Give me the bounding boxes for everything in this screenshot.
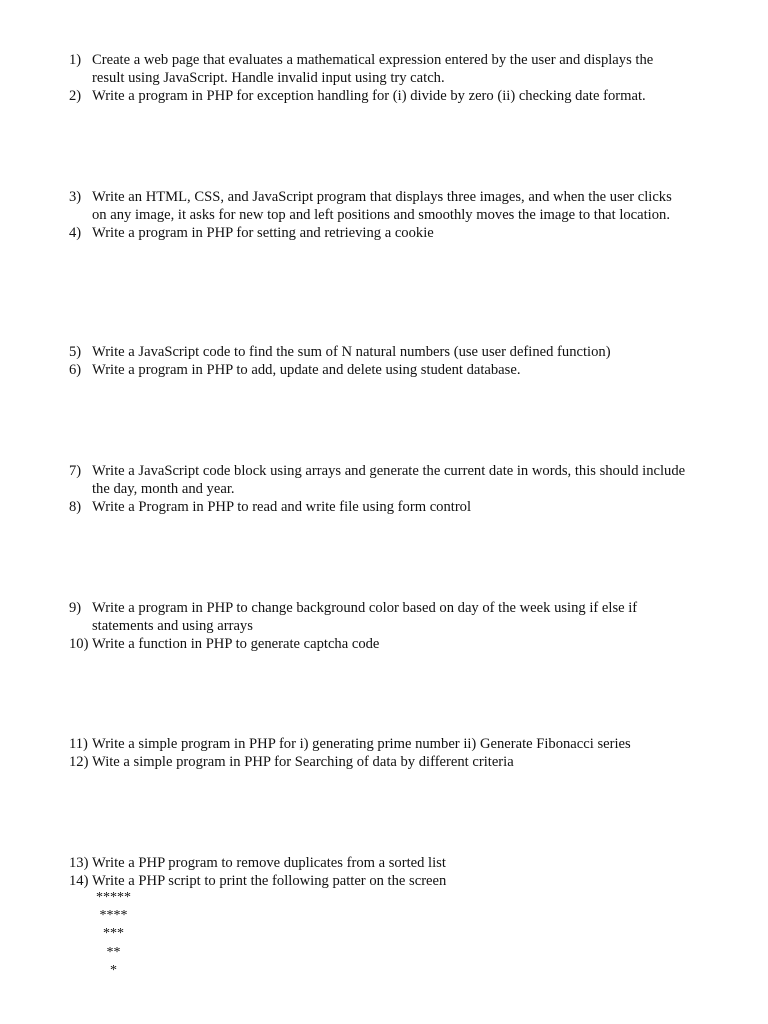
question-group-4 — [69, 462, 689, 517]
question-text: Write a simple program in PHP for i) generating prime number ii) Generate Fibonacci series — [92, 736, 631, 752]
question-number: 8) — [69, 499, 82, 516]
question-item — [69, 51, 689, 87]
question-number: 5) — [69, 344, 82, 360]
pattern-line: **** — [96, 908, 128, 924]
question-number: 4) — [69, 225, 82, 242]
question-item — [69, 224, 689, 242]
question-item — [69, 498, 689, 516]
question-text: Write a program in PHP for setting and retrieving a cookie — [92, 225, 434, 242]
question-group-7 — [69, 854, 689, 890]
question-number: 6) — [69, 362, 82, 379]
question-item — [69, 361, 689, 379]
question-number: 11) — [69, 736, 88, 752]
question-text: Write a PHP script to print the following patter on the screen — [92, 873, 447, 890]
question-text: Write a program in PHP to add, update and delete using student database. — [92, 362, 521, 379]
question-number: 1) — [69, 52, 82, 68]
question-item — [69, 735, 689, 753]
question-text: Write a JavaScript code to find the sum of N natural numbers (use user defined function) — [92, 344, 611, 360]
pattern-line: ** — [96, 944, 121, 960]
question-item — [69, 872, 689, 890]
question-text: Write a Program in PHP to read and write file using form control — [92, 499, 472, 516]
question-item — [69, 87, 689, 105]
question-item — [69, 188, 689, 224]
question-text: Wite a simple program in PHP for Searching of data by different criteria — [92, 754, 514, 771]
question-number: 12) — [69, 754, 89, 771]
question-number: 10) — [69, 636, 89, 653]
question-number: 2) — [69, 88, 82, 105]
question-group-6 — [69, 735, 689, 771]
question-text: Write an HTML, CSS, and JavaScript program that displays three images, and when the user clicks on any image, it asks for new top and left positions and smoothly moves the image to that location. — [92, 189, 672, 224]
question-item — [69, 635, 689, 653]
pattern-line: ***** — [96, 890, 131, 905]
star-pattern — [96, 889, 131, 980]
question-number: 9) — [69, 600, 82, 616]
question-text: Write a function in PHP to generate captcha code — [92, 636, 380, 653]
question-item — [69, 753, 689, 771]
question-text: Write a JavaScript code block using arrays and generate the current date in words, this should include the day, month and year. — [92, 463, 686, 498]
pattern-line: * — [96, 962, 117, 978]
question-text: Write a PHP program to remove duplicates from a sorted list — [92, 855, 446, 871]
question-text: Write a program in PHP for exception handling for (i) divide by zero (ii) checking date format. — [92, 88, 646, 105]
question-number: 14) — [69, 873, 89, 890]
question-number: 3) — [69, 189, 82, 205]
question-number: 7) — [69, 463, 82, 479]
question-item — [69, 462, 689, 498]
question-item — [69, 599, 689, 635]
question-item — [69, 343, 689, 361]
question-text: Create a web page that evaluates a mathematical expression entered by the user and displays the result using JavaScript. Handle invalid input using try catch. — [92, 52, 654, 87]
question-group-5 — [69, 599, 689, 654]
question-group-1 — [69, 51, 689, 106]
question-group-3 — [69, 343, 689, 379]
question-item — [69, 854, 689, 872]
pattern-line: *** — [96, 926, 124, 942]
question-text: Write a program in PHP to change background color based on day of the week using if else if statements and using arrays — [92, 600, 638, 635]
question-group-2 — [69, 188, 689, 243]
question-number: 13) — [69, 855, 89, 871]
